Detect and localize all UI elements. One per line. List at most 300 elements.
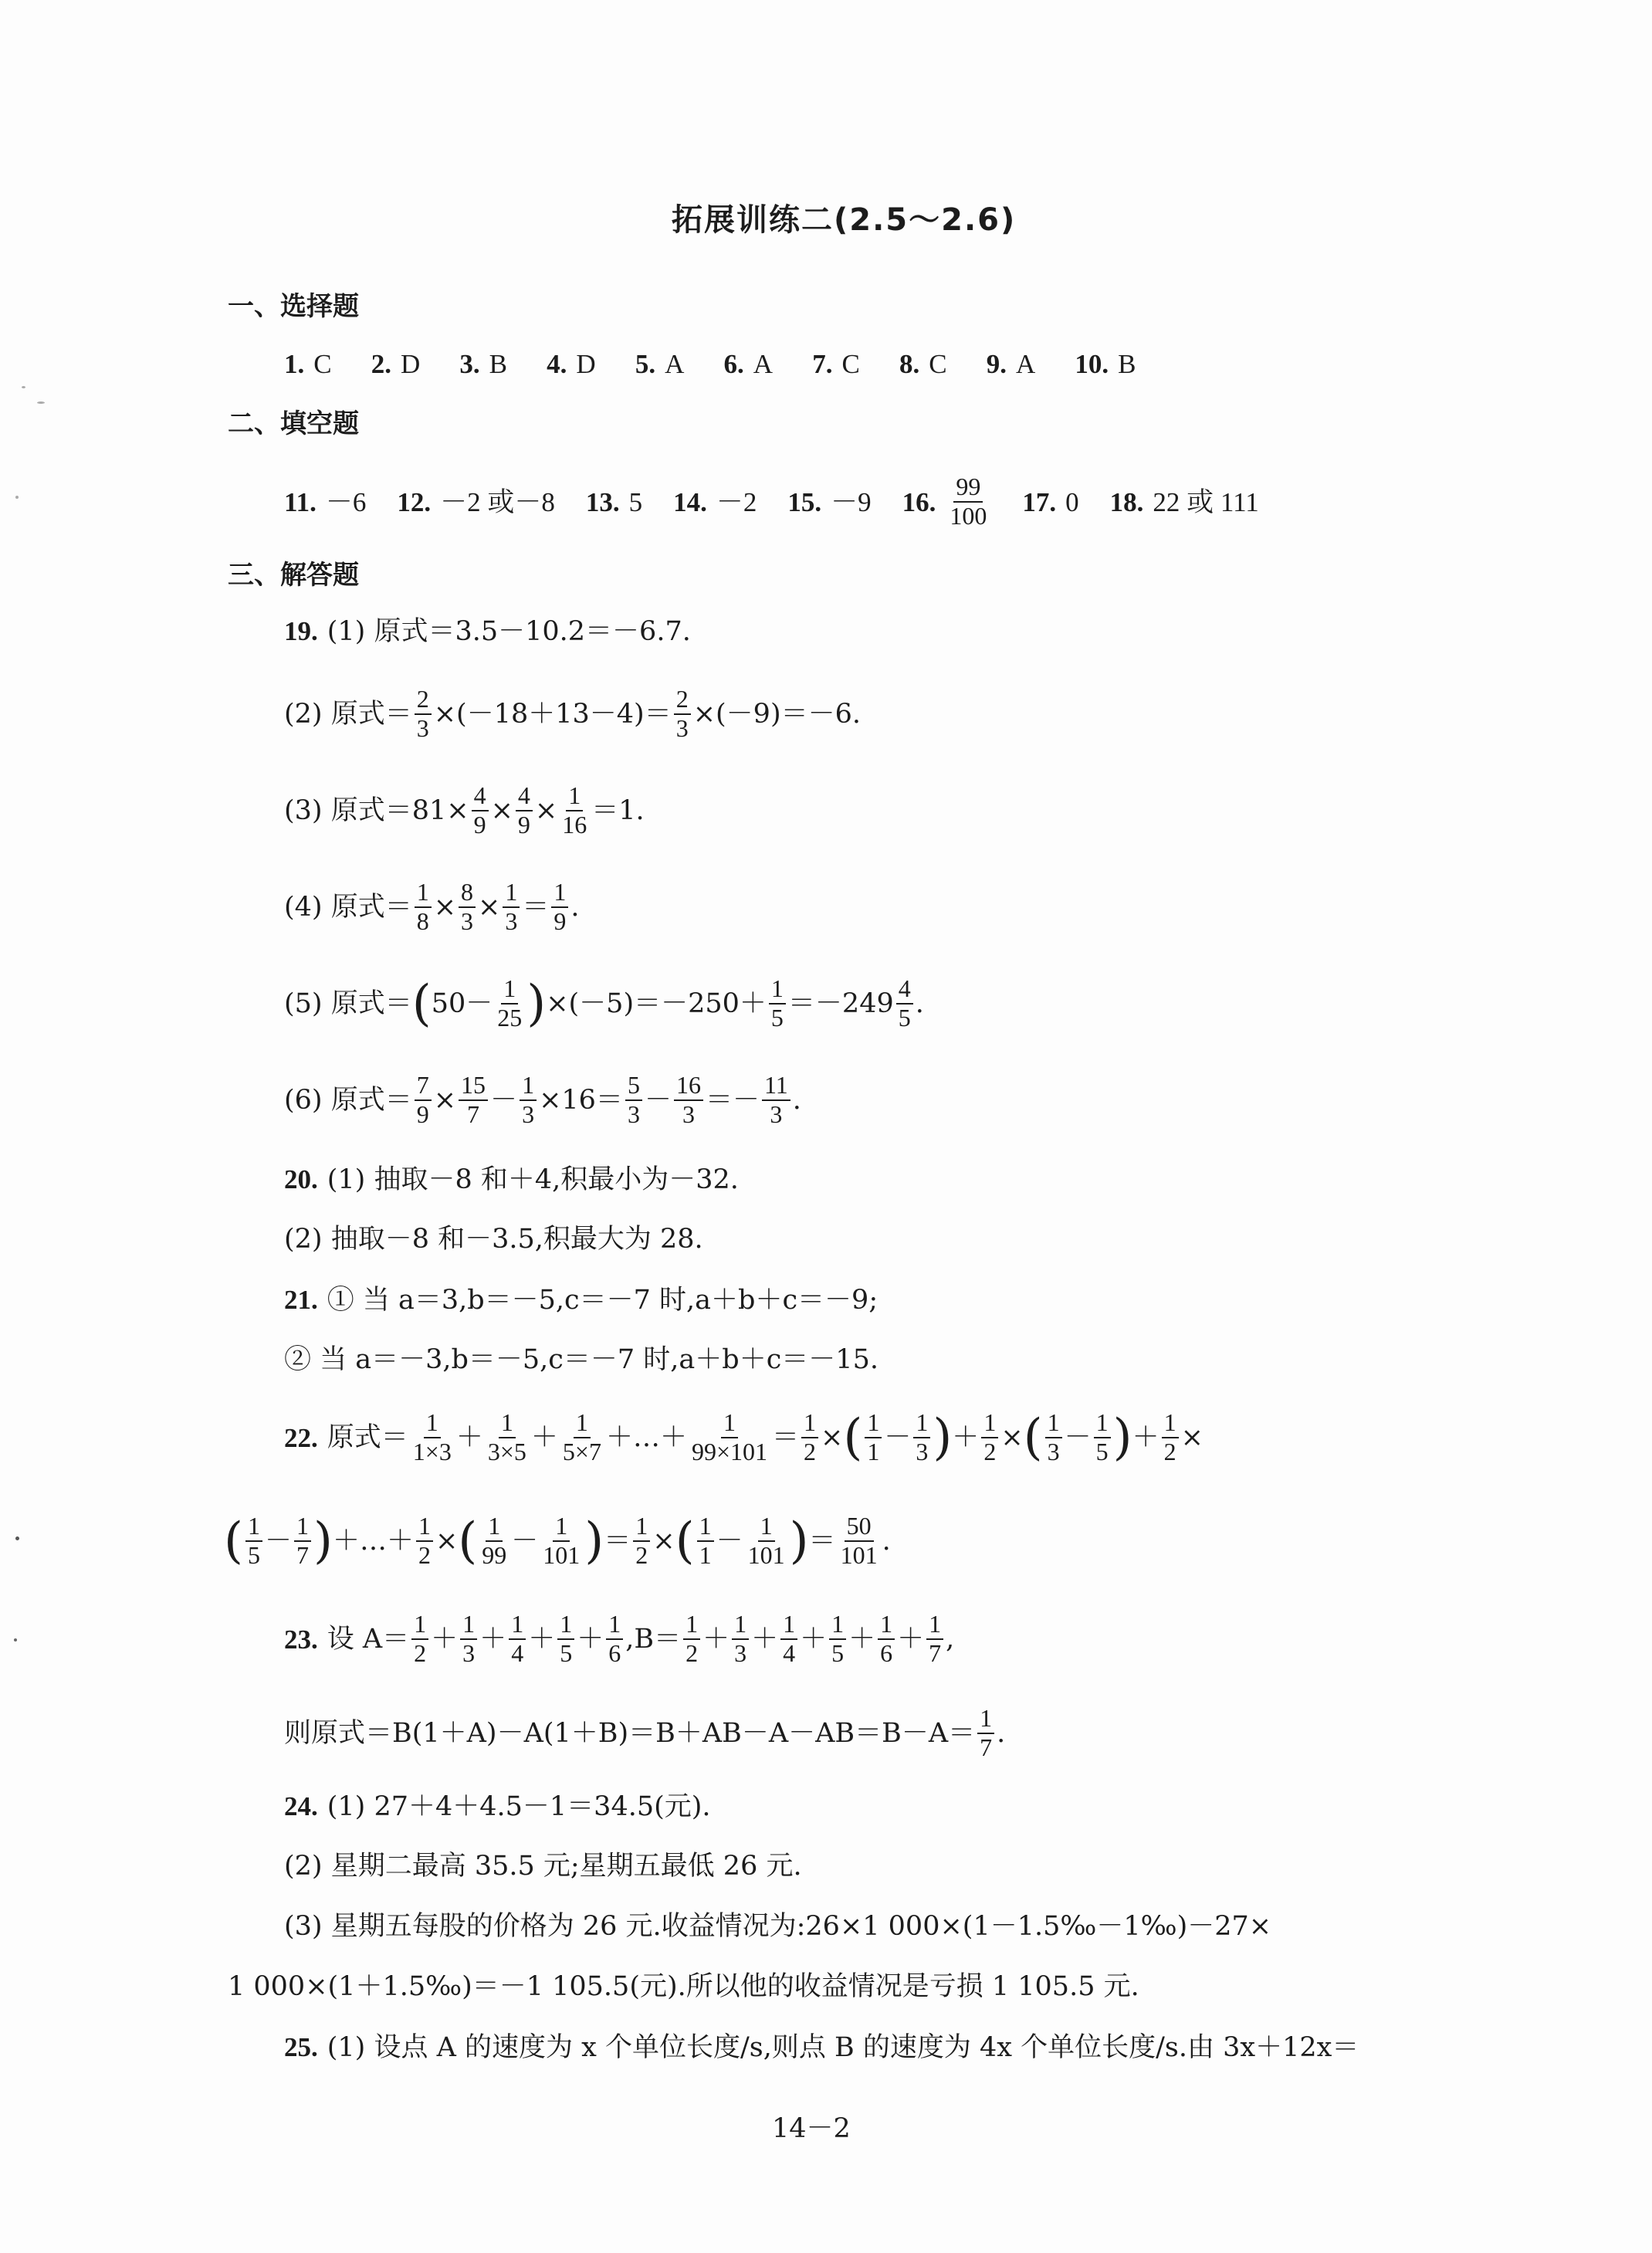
answer-number: 12.	[397, 486, 432, 517]
q20-part2	[284, 1226, 703, 1253]
line-text: (3) 星期五每股的价格为 26 元.收益情况为:26×1 000×(1－1.5‰－1‰)－27×	[284, 1911, 1272, 1942]
denominator: 99×101	[691, 1438, 767, 1465]
fraction	[411, 1611, 428, 1668]
text: (5) 原式＝	[284, 988, 412, 1019]
text: ×	[433, 891, 457, 923]
fraction	[865, 1409, 882, 1466]
denominator: 3	[627, 1100, 640, 1128]
q19-part5	[284, 969, 924, 1038]
plus: ＋	[431, 1623, 459, 1655]
plus: ＋	[479, 1623, 507, 1655]
numerator: 1	[977, 1705, 994, 1734]
left-paren: (	[1023, 1409, 1043, 1466]
denominator: 1	[699, 1541, 712, 1569]
text: ＋…＋	[605, 1421, 687, 1453]
denominator: 101	[543, 1541, 581, 1569]
fraction	[472, 782, 489, 839]
answer-number: 6.	[723, 349, 744, 379]
answer-number: 7.	[812, 349, 833, 379]
question-number: 22.	[284, 1422, 318, 1453]
numerator: 1	[633, 1513, 650, 1542]
question-number: 21.	[284, 1285, 318, 1315]
question-number: 24.	[284, 1791, 318, 1821]
scan-speck	[15, 1536, 19, 1540]
denominator: 2	[804, 1438, 817, 1465]
denominator: 7	[980, 1733, 993, 1761]
times: ×	[435, 1525, 459, 1557]
numerator: 1	[503, 879, 520, 908]
denominator: 5	[770, 1004, 784, 1032]
plus: ＋	[952, 1421, 980, 1453]
numerator: 50	[845, 1513, 874, 1542]
text: .	[792, 1084, 801, 1116]
denominator: 3	[734, 1639, 747, 1667]
denominator: 3	[682, 1100, 695, 1128]
fraction	[415, 686, 432, 743]
answer-value: 22 或 111	[1153, 486, 1259, 517]
fraction	[633, 1513, 650, 1570]
fraction	[540, 1513, 582, 1570]
right-paren: )	[526, 975, 547, 1032]
answer-value: C	[929, 349, 947, 379]
text: ×16＝	[539, 1084, 623, 1116]
fraction	[415, 879, 432, 936]
plus: ＋	[528, 1623, 556, 1655]
denominator: 3	[522, 1100, 535, 1128]
numerator: 1	[769, 975, 786, 1005]
q24-part3	[284, 1913, 1271, 1940]
fraction	[516, 782, 533, 839]
equals: ＝	[772, 1421, 800, 1453]
fraction	[780, 1611, 797, 1668]
numerator: 1	[294, 1513, 311, 1542]
numerator: 7	[415, 1072, 432, 1101]
minus: －	[716, 1525, 743, 1557]
q25-part1	[284, 2034, 1359, 2062]
left-paren: (	[411, 975, 432, 1032]
denominator: 2	[686, 1639, 699, 1667]
fraction	[415, 1072, 432, 1129]
fraction	[1045, 1409, 1062, 1466]
text: ×(－18＋13－4)＝	[433, 698, 672, 730]
fraction	[947, 473, 989, 530]
denominator: 3	[505, 907, 518, 935]
answer-number: 14.	[673, 486, 707, 517]
q19-part6	[284, 1066, 801, 1135]
text: ＝	[522, 891, 550, 923]
line-text: (1) 设点 A 的速度为 x 个单位长度/s,则点 B 的速度为 4x 个单位长度/s.由 3x＋12x＝	[327, 2032, 1359, 2063]
text: (4) 原式＝	[284, 891, 412, 923]
numerator: 1	[606, 1611, 623, 1640]
text: .	[997, 1717, 1006, 1749]
plus: ＋	[577, 1623, 604, 1655]
fraction	[683, 1611, 700, 1668]
numerator: 16	[674, 1072, 703, 1101]
text: ＝－249	[787, 988, 894, 1019]
question-number: 19.	[284, 616, 318, 646]
answer-value: D	[576, 349, 596, 379]
q23-line1	[284, 1604, 954, 1674]
denominator: 4	[511, 1639, 524, 1667]
text: ×	[433, 1084, 457, 1116]
text: ×	[478, 891, 501, 923]
fraction	[896, 975, 913, 1032]
plus: ＋	[1132, 1421, 1159, 1453]
fraction	[1162, 1409, 1179, 1466]
left-paren: (	[675, 1513, 695, 1570]
numerator: 8	[459, 879, 476, 908]
numerator: 2	[415, 686, 432, 715]
numerator: 1	[780, 1611, 797, 1640]
fraction	[926, 1611, 943, 1668]
text: ×	[534, 794, 558, 826]
fraction	[560, 1409, 604, 1466]
text: ,B＝	[625, 1623, 682, 1655]
text: ,	[946, 1623, 955, 1655]
scan-speck	[37, 401, 45, 404]
answer-value: －9	[831, 486, 872, 517]
denominator: 2	[983, 1438, 997, 1465]
question-number: 25.	[284, 2032, 318, 2062]
plus: ＋	[702, 1623, 730, 1655]
denominator: 3	[675, 714, 689, 742]
denominator: 3	[916, 1438, 929, 1465]
left-paren: (	[458, 1513, 478, 1570]
fraction	[801, 1409, 818, 1466]
q24-part4	[228, 1973, 1139, 2001]
numerator: 1	[551, 879, 568, 908]
numerator: 1	[553, 1513, 570, 1542]
fraction	[606, 1611, 623, 1668]
numerator: 1	[878, 1611, 895, 1640]
answer-number: 15.	[787, 486, 822, 517]
left-paren: (	[843, 1409, 863, 1466]
fraction	[746, 1513, 787, 1570]
numerator: 1	[732, 1611, 749, 1640]
q19-part1	[284, 618, 691, 645]
numerator: 5	[625, 1072, 642, 1101]
denominator: 5	[831, 1639, 845, 1667]
equals: ＝	[604, 1525, 631, 1557]
text: .	[570, 891, 580, 923]
answer-number: 16.	[902, 486, 936, 517]
fraction	[486, 1409, 529, 1466]
numerator: 1	[415, 879, 432, 908]
fraction	[460, 1611, 477, 1668]
line-text: ② 当 a＝－3,b＝－5,c＝－7 时,a＋b＋c＝－15.	[284, 1344, 878, 1375]
fraction	[838, 1513, 880, 1570]
text: 设 A＝	[327, 1623, 410, 1655]
answer-value: －2	[716, 486, 757, 517]
numerator: 1	[829, 1611, 846, 1640]
denominator: 25	[497, 1004, 523, 1032]
fraction	[294, 1513, 311, 1570]
minus: －	[511, 1525, 539, 1557]
answer-value: B	[1118, 349, 1136, 379]
text: ×(－9)＝－6.	[692, 698, 862, 730]
denominator: 99	[482, 1541, 507, 1569]
numerator: 1	[697, 1513, 714, 1542]
numerator: 1	[460, 1611, 477, 1640]
text: (6) 原式＝	[284, 1084, 412, 1116]
denominator: 3	[461, 907, 474, 935]
equals: ＝	[808, 1525, 836, 1557]
fraction	[509, 1611, 526, 1668]
answer-value: A	[665, 349, 685, 379]
answer-value: A	[753, 349, 774, 379]
fraction	[416, 1513, 433, 1570]
plus: ＋	[800, 1623, 828, 1655]
denominator: 7	[929, 1639, 942, 1667]
numerator: 1	[424, 1409, 441, 1438]
denominator: 2	[635, 1541, 648, 1569]
answer-number: 18.	[1109, 486, 1144, 517]
denominator: 7	[296, 1541, 309, 1569]
numerator: 1	[486, 1513, 503, 1542]
denominator: 9	[416, 1100, 429, 1128]
answer-number: 13.	[585, 486, 620, 517]
numerator: 1	[411, 1611, 428, 1640]
denominator: 16	[562, 811, 587, 839]
numerator: 1	[1045, 1409, 1062, 1438]
answer-value: －6	[325, 486, 367, 517]
denominator: 1×3	[412, 1438, 452, 1465]
line-text: ① 当 a＝3,b＝－5,c＝－7 时,a＋b＋c＝－9;	[327, 1285, 878, 1316]
minus: －	[264, 1525, 292, 1557]
text: 则原式＝B(1＋A)－A(1＋B)＝B＋AB－A－AB＝B－A＝	[284, 1717, 976, 1749]
answer-number: 10.	[1075, 349, 1109, 379]
fraction	[411, 1409, 454, 1466]
fraction	[732, 1611, 749, 1668]
fraction	[697, 1513, 714, 1570]
answer-value: A	[1015, 349, 1036, 379]
denominator: 101	[747, 1541, 785, 1569]
denominator: 6	[608, 1639, 621, 1667]
answer-value: 0	[1065, 486, 1079, 517]
q24-part1	[284, 1793, 711, 1821]
fraction	[551, 879, 568, 936]
numerator: 4	[472, 782, 489, 811]
q21-part1	[284, 1286, 878, 1314]
text: ＝－	[705, 1084, 760, 1116]
fraction	[495, 975, 524, 1032]
denominator: 2	[414, 1639, 427, 1667]
answer-number: 4.	[547, 349, 567, 379]
answer-value: 5	[628, 486, 643, 517]
right-paren: )	[313, 1513, 333, 1570]
fraction	[479, 1513, 509, 1570]
q22-line1	[284, 1399, 1203, 1476]
numerator: 1	[416, 1513, 433, 1542]
q24-part2	[284, 1853, 802, 1880]
numerator: 1	[509, 1611, 526, 1640]
line-text: (1) 27＋4＋4.5－1＝34.5(元).	[327, 1791, 711, 1822]
text: (3) 原式＝81×	[284, 794, 469, 826]
fraction	[689, 1409, 770, 1466]
fraction	[769, 975, 786, 1032]
plus: ＋	[897, 1623, 925, 1655]
line-text: (1) 抽取－8 和＋4,积最小为－32.	[327, 1164, 739, 1195]
fraction	[674, 686, 691, 743]
numerator: 1	[557, 1611, 574, 1640]
numerator: 1	[566, 782, 583, 811]
fraction	[557, 1611, 574, 1668]
text: ×(－5)＝－250＋	[546, 988, 767, 1019]
numerator: 1	[499, 1409, 516, 1438]
q19-part4	[284, 872, 580, 942]
numerator: 1	[721, 1409, 738, 1438]
fraction	[829, 1611, 846, 1668]
minus: －	[1064, 1421, 1092, 1453]
question-number: 20.	[284, 1164, 318, 1194]
plus: ＋	[530, 1421, 558, 1453]
numerator: 11	[762, 1072, 790, 1101]
fraction	[1094, 1409, 1111, 1466]
numerator: 1	[981, 1409, 998, 1438]
denominator: 100	[950, 502, 987, 530]
answer-number: 1.	[284, 349, 305, 379]
numerator: 1	[758, 1513, 775, 1542]
denominator: 9	[553, 907, 567, 935]
answer-value: C	[313, 349, 332, 379]
answer-value: －2 或－8	[440, 486, 555, 517]
line-text: (1) 原式＝3.5－10.2＝－6.7.	[327, 616, 691, 647]
times: ×	[1000, 1421, 1024, 1453]
right-paren: )	[789, 1513, 809, 1570]
answer-number: 5.	[635, 349, 656, 379]
denominator: 3	[416, 714, 429, 742]
right-paren: )	[1112, 1409, 1132, 1466]
numerator: 1	[245, 1513, 262, 1542]
denominator: 5	[247, 1541, 260, 1569]
text: ＋…＋	[332, 1525, 414, 1557]
right-paren: )	[933, 1409, 953, 1466]
fill-answers-row	[284, 471, 1259, 533]
denominator: 3	[770, 1100, 783, 1128]
denominator: 3×5	[487, 1438, 526, 1465]
fraction	[459, 1072, 488, 1129]
fraction	[762, 1072, 790, 1129]
fraction	[913, 1409, 930, 1466]
minus: －	[884, 1421, 912, 1453]
line-text: (2) 抽取－8 和－3.5,积最大为 28.	[284, 1224, 703, 1255]
section-heading-solve: 三、解答题	[228, 560, 359, 591]
denominator: 101	[840, 1541, 878, 1569]
fraction	[245, 1513, 262, 1570]
section-heading-choice: 一、选择题	[228, 291, 359, 322]
text: (2) 原式＝	[284, 698, 412, 730]
numerator: 1	[1094, 1409, 1111, 1438]
plus: ＋	[455, 1421, 483, 1453]
denominator: 6	[880, 1639, 893, 1667]
denominator: 4	[783, 1639, 796, 1667]
text: 50－	[431, 988, 493, 1019]
scan-speck	[14, 1638, 17, 1641]
denominator: 3	[462, 1639, 476, 1667]
fraction	[878, 1611, 895, 1668]
q22-line2	[224, 1503, 891, 1580]
denominator: 1	[867, 1438, 880, 1465]
numerator: 1	[926, 1611, 943, 1640]
times: ×	[821, 1421, 844, 1453]
page-title: 拓展训练二(2.5～2.6)	[672, 202, 1017, 238]
numerator: 2	[674, 686, 691, 715]
line-text: 1 000×(1＋1.5‰)＝－1 105.5(元).所以他的收益情况是亏损 1 105.5 元.	[228, 1971, 1139, 2002]
section-heading-fill: 二、填空题	[228, 408, 359, 439]
q19-part2	[284, 679, 861, 749]
question-number: 23.	[284, 1624, 318, 1655]
times: ×	[1180, 1421, 1203, 1453]
numerator: 4	[896, 975, 913, 1005]
numerator: 15	[459, 1072, 488, 1101]
numerator: 1	[913, 1409, 930, 1438]
plus: ＋	[848, 1623, 876, 1655]
denominator: 9	[473, 811, 486, 839]
text: 原式＝	[327, 1421, 408, 1453]
fraction	[674, 1072, 703, 1129]
answer-number: 9.	[986, 349, 1007, 379]
right-paren: )	[584, 1513, 604, 1570]
scan-speck	[22, 386, 25, 388]
plus: ＋	[751, 1623, 779, 1655]
fraction	[503, 879, 520, 936]
q21-part2	[284, 1344, 878, 1375]
denominator: 5	[1095, 1438, 1109, 1465]
line-text: (2) 星期二最高 35.5 元;星期五最低 26 元.	[284, 1851, 802, 1882]
numerator: 1	[1162, 1409, 1179, 1438]
numerator: 99	[953, 473, 983, 503]
numerator: 1	[574, 1409, 591, 1438]
text: －	[490, 1084, 518, 1116]
answer-number: 2.	[371, 349, 391, 379]
denominator: 3	[1047, 1438, 1060, 1465]
answer-value: D	[401, 349, 421, 379]
choice-answers-row	[284, 351, 1136, 378]
numerator: 1	[865, 1409, 882, 1438]
text: .	[882, 1525, 891, 1557]
denominator: 7	[467, 1100, 480, 1128]
fraction	[625, 1072, 642, 1129]
q19-part3	[284, 776, 645, 845]
left-paren: (	[224, 1513, 243, 1570]
fraction	[981, 1409, 998, 1466]
answer-number: 11.	[284, 486, 317, 517]
denominator: 5	[560, 1639, 573, 1667]
fraction	[977, 1705, 994, 1762]
answer-number: 3.	[459, 349, 480, 379]
text: ×	[490, 794, 513, 826]
numerator: 1	[520, 1072, 537, 1101]
numerator: 4	[516, 782, 533, 811]
text: ＝1.	[591, 794, 645, 826]
denominator: 5	[898, 1004, 911, 1032]
denominator: 5×7	[562, 1438, 601, 1465]
text: －	[644, 1084, 672, 1116]
times: ×	[652, 1525, 675, 1557]
denominator: 2	[418, 1541, 431, 1569]
numerator: 1	[801, 1409, 818, 1438]
answer-number: 17.	[1022, 486, 1057, 517]
answer-value: C	[841, 349, 860, 379]
fraction	[459, 879, 476, 936]
numerator: 1	[501, 975, 518, 1005]
text: .	[915, 988, 924, 1019]
answer-number: 8.	[899, 349, 920, 379]
numerator: 1	[683, 1611, 700, 1640]
page-number: 14－2	[772, 2113, 851, 2144]
denominator: 8	[416, 907, 429, 935]
denominator: 2	[1163, 1438, 1176, 1465]
